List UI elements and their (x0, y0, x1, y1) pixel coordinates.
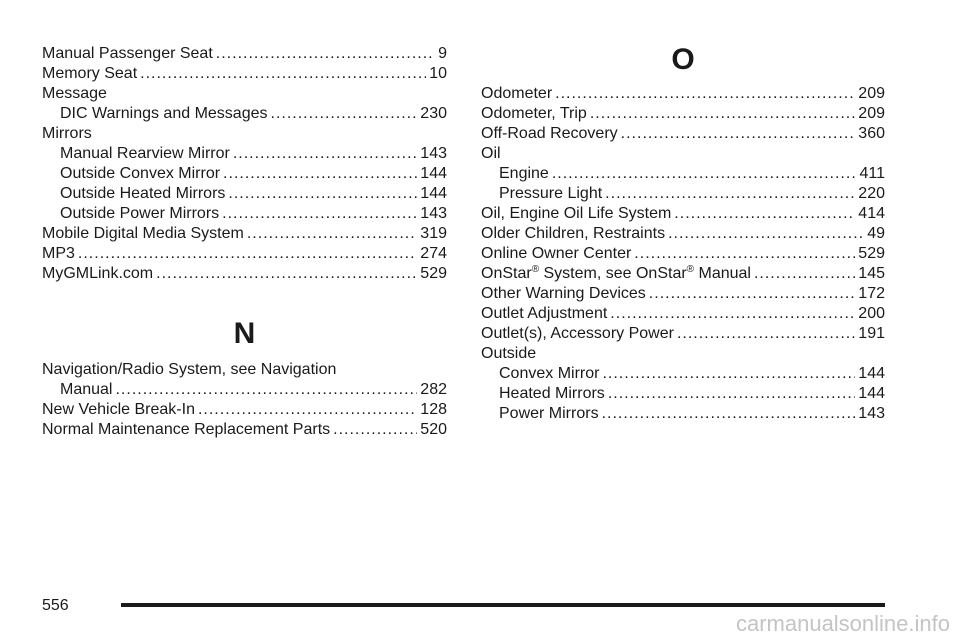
leader-dots (333, 420, 417, 440)
index-entry (481, 204, 885, 224)
watermark: carmanualsonline.info (735, 611, 950, 636)
page-number: 556 (42, 597, 69, 614)
index-entry (42, 264, 447, 284)
leader-dots (677, 324, 855, 344)
index-entry (42, 224, 447, 244)
index-entry (481, 224, 885, 244)
index-entry (481, 184, 885, 204)
index-entry (481, 84, 885, 104)
leader-dots (602, 364, 855, 384)
leader-dots (634, 244, 855, 264)
leader-dots (223, 164, 417, 184)
index-group-n (42, 360, 447, 440)
index-entry-page: 282 (420, 381, 447, 398)
index-heading-entry: Outside (481, 345, 537, 362)
section-heading-n: N (233, 317, 256, 350)
leader-dots (602, 404, 856, 424)
index-entry-text: Odometer (481, 85, 553, 102)
leader-dots (115, 380, 417, 400)
index-entry-text: Older Children, Restraints (481, 225, 666, 242)
index-entry-page: 319 (420, 225, 447, 242)
index-entry (42, 204, 447, 224)
index-entry-text: Outside Convex Mirror (60, 165, 221, 182)
index-entry-text: Power Mirrors (499, 405, 599, 422)
index-entry-text: Outlet(s), Accessory Power (481, 325, 674, 342)
index-entry-text: Other Warning Devices (481, 285, 646, 302)
index-heading-entry: Message (42, 85, 107, 102)
index-entry (481, 284, 885, 304)
index-group-o (481, 84, 885, 264)
index-entry-page: 220 (858, 185, 885, 202)
leader-dots (605, 184, 855, 204)
leader-dots (608, 384, 855, 404)
index-entry (481, 364, 885, 384)
index-entry-page: 520 (420, 421, 447, 438)
index-column-left (42, 44, 447, 440)
index-entry-text: MyGMLink.com (42, 265, 154, 282)
index-entry-page: 143 (420, 145, 447, 162)
index-entry (42, 420, 447, 440)
leader-dots (610, 304, 855, 324)
index-entry (42, 244, 447, 264)
leader-dots (674, 204, 855, 224)
index-entry-text: Outside Heated Mirrors (60, 185, 226, 202)
index-entry-page: 143 (858, 405, 885, 422)
leader-dots (140, 64, 426, 84)
index-entry-text: Odometer, Trip (481, 105, 587, 122)
index-entry-page: 145 (858, 265, 885, 282)
index-entry (42, 104, 447, 124)
index-heading-entry: Oil (481, 145, 501, 162)
index-entry-text: Off-Road Recovery (481, 125, 618, 142)
leader-dots (754, 264, 855, 284)
index-entry-page: 10 (429, 65, 447, 82)
leader-dots (228, 184, 417, 204)
index-entry-page: 529 (420, 265, 447, 282)
index-entry-text: Manual (60, 381, 113, 398)
index-entry-page: 191 (858, 325, 885, 342)
index-entry-page: 414 (858, 205, 885, 222)
leader-dots (555, 84, 855, 104)
leader-dots (233, 144, 417, 164)
index-entry (481, 404, 885, 424)
index-entry-text: DIC Warnings and Messages (60, 105, 268, 122)
index-entry (42, 400, 447, 420)
index-entry-text: Manual Passenger Seat (42, 45, 213, 62)
leader-dots (668, 224, 864, 244)
index-entry-text: Mobile Digital Media System (42, 225, 244, 242)
index-entry-page: 200 (858, 305, 885, 322)
leader-dots (271, 104, 418, 124)
footer-rule (121, 603, 885, 607)
index-entry (481, 244, 885, 264)
index-entry-page: 209 (858, 105, 885, 122)
index-entry-text: Convex Mirror (499, 365, 600, 382)
index-entry-text: Engine (499, 165, 549, 182)
leader-dots (552, 164, 857, 184)
leader-dots (247, 224, 417, 244)
index-entry (42, 64, 447, 84)
index-entry-onstar (481, 264, 885, 284)
index-entry-text: New Vehicle Break-In (42, 401, 195, 418)
index-entry-text: Normal Maintenance Replacement Parts (42, 421, 331, 438)
leader-dots (198, 400, 417, 420)
index-entry-page: 143 (420, 205, 447, 222)
index-entry-page: 360 (858, 125, 885, 142)
index-entry-page: 9 (438, 45, 447, 62)
index-entry-text: Pressure Light (499, 185, 603, 202)
index-entry-page: 274 (420, 245, 447, 262)
index-entry (481, 104, 885, 124)
section-heading-o: O (671, 43, 695, 76)
index-entry-text: Manual Rearview Mirror (60, 145, 230, 162)
registered-mark: ® (531, 264, 540, 275)
index-entry-text: MP3 (42, 245, 75, 262)
index-entry-page: 209 (858, 85, 885, 102)
index-entry (481, 124, 885, 144)
index-entry-text: OnStar® System, see OnStar® Manual (481, 264, 751, 282)
leader-dots (222, 204, 417, 224)
leader-dots (649, 284, 856, 304)
index-entry-page: 144 (420, 185, 447, 202)
index-entry-page: 529 (858, 245, 885, 262)
index-entry-text: Oil, Engine Oil Life System (481, 205, 672, 222)
index-entry-page: 411 (859, 165, 885, 182)
index-entry-page: 172 (858, 285, 885, 302)
leader-dots (590, 104, 855, 124)
leader-dots (216, 44, 435, 64)
index-entry-page: 128 (420, 401, 447, 418)
index-entry-page: 144 (858, 385, 885, 402)
index-column-right (481, 84, 885, 424)
index-entry-text: Outside Power Mirrors (60, 205, 220, 222)
leader-dots (78, 244, 417, 264)
index-entry-page: 49 (867, 225, 885, 242)
index-entry (42, 44, 447, 64)
index-entry (481, 384, 885, 404)
index-entry-text: Outlet Adjustment (481, 305, 608, 322)
index-entry (42, 380, 447, 400)
index-entry-text: Online Owner Center (481, 245, 632, 262)
index-entry-page: 144 (420, 165, 447, 182)
index-group-m (42, 44, 447, 284)
index-entry (42, 164, 447, 184)
index-entry-page: 230 (420, 105, 447, 122)
index-heading-entry: Navigation/Radio System, see Navigation (42, 361, 337, 378)
index-entry (481, 324, 885, 344)
leader-dots (156, 264, 417, 284)
index-group-o-cont (481, 284, 885, 424)
index-entry-page: 144 (858, 365, 885, 382)
index-entry (42, 144, 447, 164)
index-entry-text: Memory Seat (42, 65, 138, 82)
registered-mark: ® (686, 264, 695, 275)
index-entry (481, 164, 885, 184)
leader-dots (621, 124, 856, 144)
index-heading-entry: Mirrors (42, 125, 92, 142)
index-entry (481, 304, 885, 324)
index-entry-text: Heated Mirrors (499, 385, 605, 402)
index-entry (42, 184, 447, 204)
